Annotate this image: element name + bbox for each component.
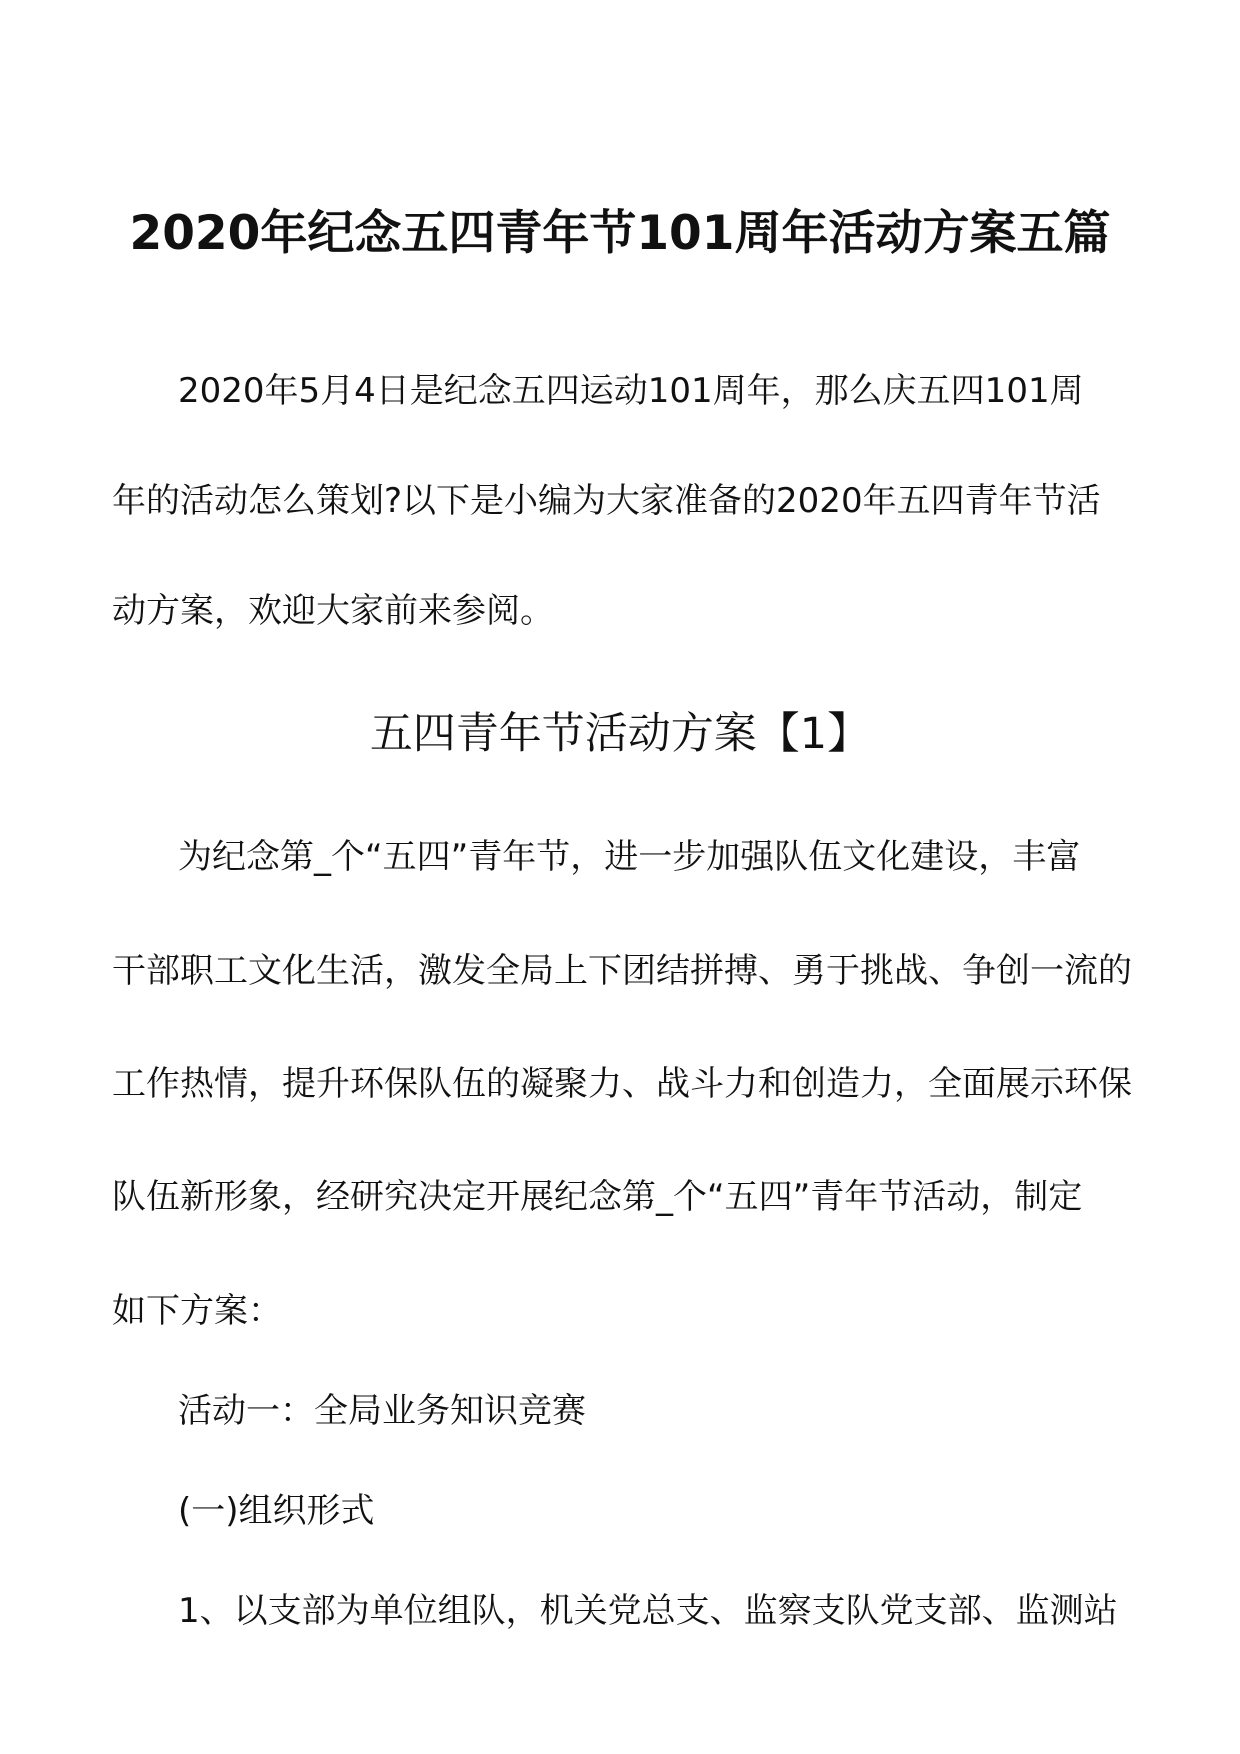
body-line-1: 为纪念第_个“五四”青年节，进一步加强队伍文化建设，丰富 <box>178 837 1081 877</box>
body-line-2: 干部职工文化生活，激发全局上下团结拼搏、勇于挑战、争创一流的 <box>112 951 1132 991</box>
intro-line-2: 年的活动怎么策划?以下是小编为大家准备的2020年五四青年节活 <box>112 481 1101 521</box>
body-line-4: 队伍新形象，经研究决定开展纪念第_个“五四”青年节活动，制定 <box>112 1177 1083 1217</box>
intro-line-1: 2020年5月4日是纪念五四运动101周年，那么庆五四101周 <box>178 371 1084 411</box>
section-title: 五四青年节活动方案【1】 <box>369 709 871 759</box>
body-line-3: 工作热情，提升环保队伍的凝聚力、战斗力和创造力，全面展示环保 <box>112 1064 1132 1104</box>
list-item-1: 1、以支部为单位组队，机关党总支、监察支队党支部、监测站 <box>178 1591 1118 1631</box>
body-line-5: 如下方案： <box>112 1291 282 1331</box>
intro-line-3: 动方案，欢迎大家前来参阅。 <box>112 591 554 631</box>
document-title: 2020年纪念五四青年节101周年活动方案五篇 <box>129 206 1111 261</box>
activity-heading: 活动一：全局业务知识竞赛 <box>178 1391 586 1431</box>
section-subheading: (一)组织形式 <box>178 1491 375 1531</box>
